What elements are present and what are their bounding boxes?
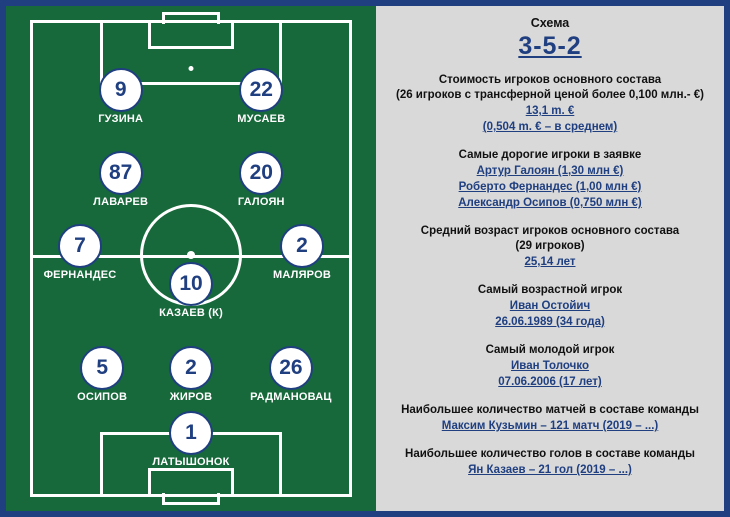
stat-title: (29 игроков) bbox=[515, 240, 585, 252]
player-name: ФЕРНАНДЕС bbox=[43, 269, 117, 281]
stat-value: Иван Остойич bbox=[509, 300, 591, 312]
corner-arc-top-left bbox=[30, 20, 47, 37]
stat-title: Средний возраст игроков основного состава bbox=[420, 225, 680, 237]
player-number: 2 bbox=[280, 224, 324, 268]
player-name: МУСАЕВ bbox=[237, 113, 286, 125]
stat-title: Наибольшее количество голов в составе команды bbox=[405, 448, 695, 460]
stat-value: 13,1 m. € bbox=[525, 105, 575, 117]
player-name: ГУЗИНА bbox=[98, 113, 144, 125]
stat-value: 25,14 лет bbox=[524, 256, 576, 268]
player-name: ГАЛОЯН bbox=[237, 196, 285, 208]
player-name: КАЗАЕВ (К) bbox=[159, 307, 223, 319]
player-marker[interactable] bbox=[25, 224, 135, 281]
stat-value: Ян Казаев – 21 гол (2019 – ...) bbox=[468, 464, 632, 476]
player-name: ЛАВАРЕВ bbox=[93, 196, 149, 208]
scheme-label: Схема bbox=[530, 16, 570, 30]
corner-arc-bottom-left bbox=[30, 480, 47, 497]
player-marker[interactable] bbox=[247, 224, 357, 281]
stat-title: Наибольшее количество матчей в составе команды bbox=[401, 404, 699, 416]
player-number: 1 bbox=[169, 411, 213, 455]
player-number: 10 bbox=[169, 262, 213, 306]
stat-block bbox=[388, 447, 712, 478]
stat-value: 26.06.1989 (34 года) bbox=[495, 316, 605, 328]
stat-value: (0,504 m. € – в среднем) bbox=[482, 121, 618, 133]
player-number: 22 bbox=[239, 68, 283, 112]
player-name: МАЛЯРОВ bbox=[273, 269, 331, 281]
player-name: ЖИРОВ bbox=[169, 391, 213, 403]
player-marker[interactable] bbox=[206, 68, 316, 125]
goal-area-top bbox=[148, 20, 234, 49]
stat-blocks bbox=[388, 73, 712, 478]
player-number: 26 bbox=[269, 346, 313, 390]
stat-value: Иван Толочко bbox=[511, 360, 589, 372]
player-number: 20 bbox=[239, 151, 283, 195]
player-marker[interactable] bbox=[236, 346, 346, 403]
stat-block bbox=[388, 73, 712, 135]
player-number: 5 bbox=[80, 346, 124, 390]
player-name: ЛАТЫШОНОК bbox=[152, 456, 230, 468]
stat-block bbox=[388, 148, 712, 211]
player-marker[interactable] bbox=[136, 346, 246, 403]
stat-value: Максим Кузьмин – 121 матч (2019 – ...) bbox=[441, 420, 659, 432]
stat-block bbox=[388, 224, 712, 270]
player-marker[interactable] bbox=[66, 151, 176, 208]
stat-block bbox=[388, 343, 712, 390]
stat-value: 07.06.2006 (17 лет) bbox=[498, 376, 602, 388]
stat-value: Артур Галоян (1,30 млн €) bbox=[476, 165, 624, 177]
stat-value: Роберто Фернандес (1,00 млн €) bbox=[458, 181, 642, 193]
stats-panel bbox=[376, 6, 724, 511]
player-marker[interactable] bbox=[206, 151, 316, 208]
corner-arc-bottom-right bbox=[335, 480, 352, 497]
stat-title: Стоимость игроков основного состава bbox=[438, 74, 662, 86]
formation-value: 3-5-2 bbox=[518, 32, 582, 60]
infographic-frame bbox=[6, 6, 724, 511]
penalty-spot-top bbox=[189, 66, 194, 71]
player-marker[interactable] bbox=[66, 68, 176, 125]
corner-arc-top-right bbox=[335, 20, 352, 37]
player-name: РАДМАНОВАЦ bbox=[250, 391, 332, 403]
stat-title: Самый возрастной игрок bbox=[477, 284, 623, 296]
player-number: 2 bbox=[169, 346, 213, 390]
stat-title: Самые дорогие игроки в заявке bbox=[458, 149, 642, 161]
player-number: 9 bbox=[99, 68, 143, 112]
player-number: 87 bbox=[99, 151, 143, 195]
player-marker[interactable] bbox=[136, 411, 246, 468]
player-marker[interactable] bbox=[136, 262, 246, 319]
stat-value: Александр Осипов (0,750 млн €) bbox=[458, 197, 642, 209]
stat-block bbox=[388, 403, 712, 434]
football-pitch bbox=[6, 6, 376, 511]
player-number: 7 bbox=[58, 224, 102, 268]
center-spot bbox=[187, 251, 195, 259]
stat-title: (26 игроков с трансферной ценой более 0,100 млн.- €) bbox=[395, 89, 705, 101]
goal-top bbox=[162, 12, 220, 24]
stat-title: Самый молодой игрок bbox=[485, 344, 615, 356]
stat-block bbox=[388, 283, 712, 330]
player-name: ОСИПОВ bbox=[77, 391, 128, 403]
goal-bottom bbox=[162, 493, 220, 505]
